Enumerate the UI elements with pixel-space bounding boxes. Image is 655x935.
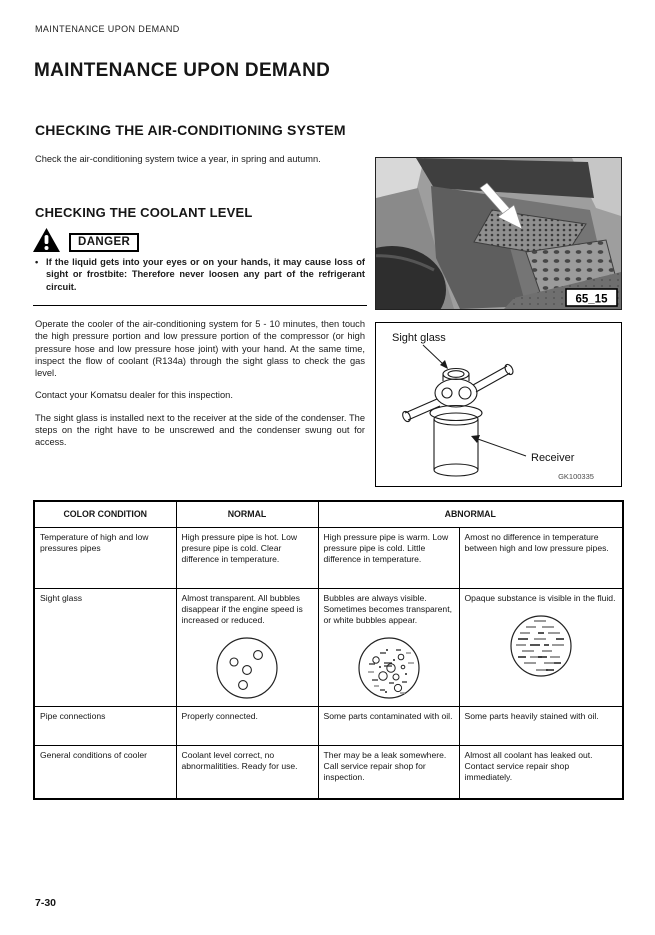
warning-triangle-icon <box>33 228 60 257</box>
cell-normal: Coolant level correct, no abnormalitities. Ready for use. <box>176 746 318 800</box>
header-color-condition: COLOR CONDITION <box>34 501 176 528</box>
table-row-sight-glass <box>34 589 623 707</box>
table-row-temperature <box>34 528 623 589</box>
danger-label: DANGER <box>69 233 139 252</box>
cell-abnormal-1: High pressure pipe is warm. Low pressure pipe is cold. Little difference in temperature. <box>318 528 459 589</box>
table-row-pipe-connections <box>34 707 623 746</box>
danger-warning-body: If the liquid gets into your eyes or on your hands, it may cause loss of sight or frostbite: Therefore never loosen any part of the refrigerant circuit. <box>46 257 365 292</box>
cell-abnormal-2: Some parts heavily stained with oil. <box>459 707 623 746</box>
page-number: 7-30 <box>35 897 57 909</box>
cell-abnormal-1: Ther may be a leak somewhere. Call service repair shop for inspection. <box>318 746 459 800</box>
sight-glass-label: Sight glass <box>392 332 446 344</box>
cell-text: Opaque substance is visible in the fluid. <box>464 593 616 603</box>
header-normal: NORMAL <box>176 501 318 528</box>
bullet-marker: • <box>35 257 39 267</box>
cell-abnormal-1 <box>318 589 459 707</box>
figure-code: GK100335 <box>558 472 594 481</box>
cell-abnormal-2 <box>459 589 623 707</box>
cell-abnormal-1: Some parts contaminated with oil. <box>318 707 459 746</box>
sight-glass-clear-diagram <box>214 636 280 700</box>
cell-normal: Properly connected. <box>176 707 318 746</box>
intro-paragraph: Check the air-conditioning system twice a year, in spring and autumn. <box>35 154 321 164</box>
section-heading-air-conditioning: CHECKING THE AIR-CONDITIONING SYSTEM <box>35 122 346 138</box>
row-label: General conditions of cooler <box>34 746 176 800</box>
section-divider <box>33 305 367 306</box>
paragraph-operate-cooler: Operate the cooler of the air-conditioning system for 5 - 10 minutes, then touch the high pressure portion and low pressure portion of the compressor (or high pressure hose and low pressure hose joint) with your hand. At the same time, inspect the flow of coolant (R134a) through the sight glass to check the gas level. <box>35 319 365 379</box>
row-label: Sight glass <box>34 589 176 707</box>
danger-header <box>33 228 139 257</box>
cell-abnormal-2: Amost no difference in temperature between high and low pressure pipes. <box>459 528 623 589</box>
danger-warning-text <box>35 256 365 293</box>
sight-glass-bubbles-diagram <box>356 636 422 700</box>
page-title: MAINTENANCE UPON DEMAND <box>34 60 331 81</box>
header-abnormal: ABNORMAL <box>318 501 623 528</box>
cell-text: Almost transparent. All bubbles disappear if the engine speed is increased or reduced. <box>181 593 303 625</box>
coolant-condition-table <box>33 500 624 800</box>
cell-normal: High pressure pipe is hot. Low presure pipe is cold. Clear difference in temperature. <box>176 528 318 589</box>
cell-normal <box>176 589 318 707</box>
row-label: Temperature of high and low pressures pipes <box>34 528 176 589</box>
machine-steps-photo <box>375 157 622 310</box>
coolant-paragraphs <box>35 318 365 459</box>
photo-caption: 65_15 <box>575 293 608 306</box>
cell-abnormal-2: Almost all coolant has leaked out. Contact service repair shop immediately. <box>459 746 623 800</box>
row-label: Pipe connections <box>34 707 176 746</box>
sight-glass-opaque-diagram <box>508 614 574 678</box>
paragraph-sight-glass-location: The sight glass is installed next to the receiver at the side of the condenser. The steps on the right have to be unscrewed and the condenser swung out for access. <box>35 412 365 448</box>
paragraph-contact-dealer: Contact your Komatsu dealer for this inspection. <box>35 390 233 401</box>
cell-text: Bubbles are always visible. Sometimes becomes transparent, or white bubbles appear. <box>323 593 452 625</box>
running-header: MAINTENANCE UPON DEMAND <box>35 24 180 34</box>
table-header-row <box>34 501 623 528</box>
table-row-general-conditions <box>34 746 623 800</box>
receiver-label: Receiver <box>531 452 575 464</box>
receiver-diagram <box>375 322 622 487</box>
photo-caption-box <box>566 289 617 306</box>
section-heading-coolant-level: CHECKING THE COOLANT LEVEL <box>35 205 253 220</box>
